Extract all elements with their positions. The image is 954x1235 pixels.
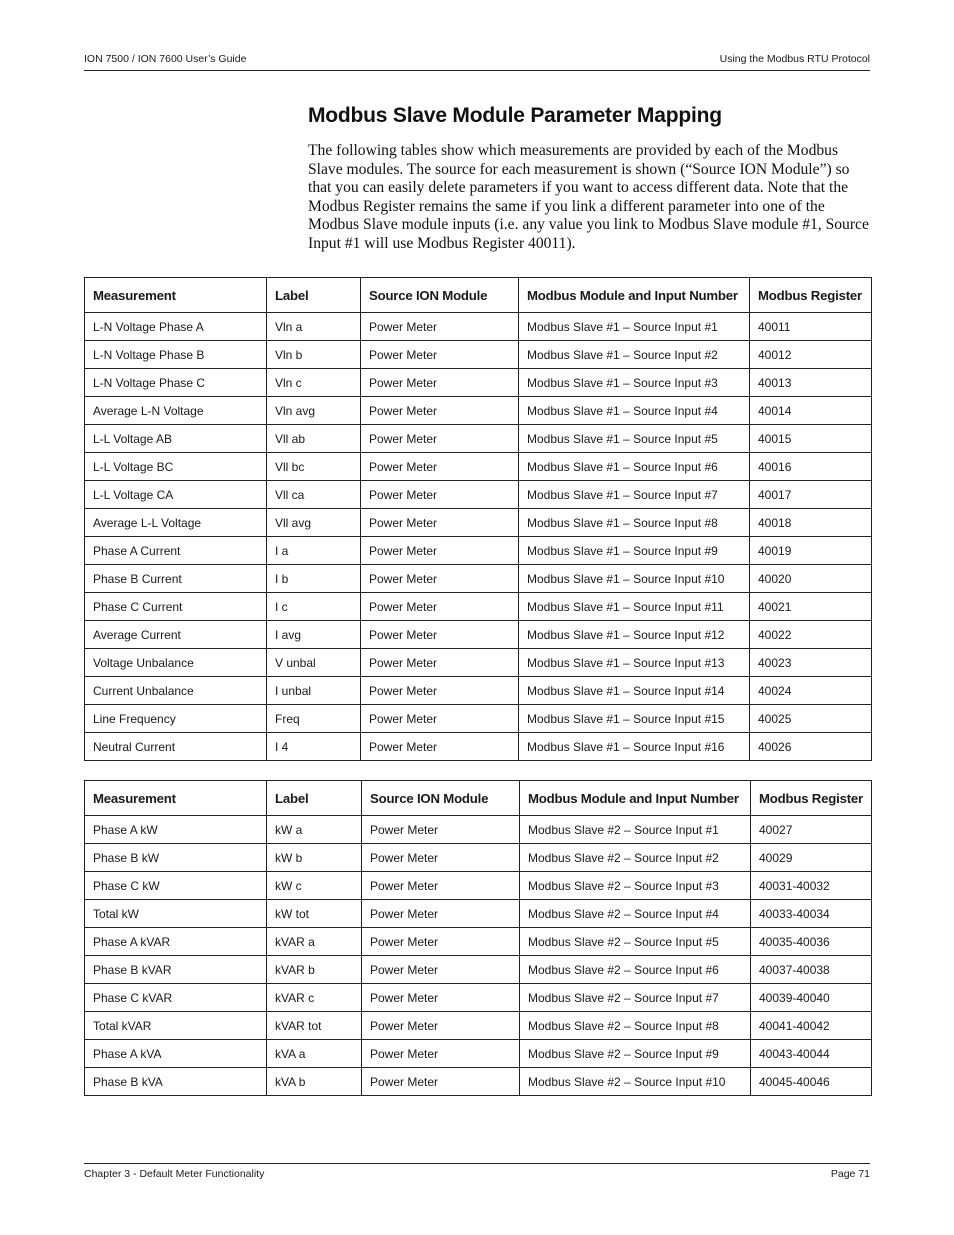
cell-measurement: Neutral Current [85, 733, 267, 761]
cell-label: I b [267, 565, 361, 593]
cell-source-module: Power Meter [361, 425, 519, 453]
cell-modbus-input: Modbus Slave #1 – Source Input #8 [519, 509, 750, 537]
column-header-source-module: Source ION Module [361, 278, 519, 313]
cell-source-module: Power Meter [362, 844, 520, 872]
table-row [85, 1012, 872, 1040]
cell-modbus-input: Modbus Slave #2 – Source Input #10 [520, 1068, 751, 1096]
cell-modbus-register: 40033-40034 [751, 900, 872, 928]
cell-label: I a [267, 537, 361, 565]
cell-modbus-input: Modbus Slave #2 – Source Input #9 [520, 1040, 751, 1068]
cell-modbus-register: 40035-40036 [751, 928, 872, 956]
cell-modbus-register: 40014 [750, 397, 872, 425]
cell-modbus-register: 40023 [750, 649, 872, 677]
cell-modbus-input: Modbus Slave #1 – Source Input #11 [519, 593, 750, 621]
cell-measurement: Phase B kVA [85, 1068, 267, 1096]
cell-label: kW b [267, 844, 362, 872]
cell-modbus-input: Modbus Slave #1 – Source Input #5 [519, 425, 750, 453]
page-header [84, 52, 870, 71]
table-row [85, 341, 872, 369]
cell-modbus-input: Modbus Slave #1 – Source Input #4 [519, 397, 750, 425]
table-row [85, 565, 872, 593]
column-header-label: Label [267, 781, 362, 816]
cell-measurement: Total kW [85, 900, 267, 928]
cell-modbus-register: 40029 [751, 844, 872, 872]
modbus-slave-1-table [84, 277, 872, 761]
cell-source-module: Power Meter [362, 1012, 520, 1040]
cell-measurement: Voltage Unbalance [85, 649, 267, 677]
footer-chapter: Chapter 3 - Default Meter Functionality [84, 1168, 265, 1180]
table-row [85, 649, 872, 677]
cell-modbus-register: 40024 [750, 677, 872, 705]
table-row [85, 537, 872, 565]
cell-source-module: Power Meter [362, 1040, 520, 1068]
column-header-modbus-register: Modbus Register [751, 781, 872, 816]
cell-measurement: Phase C Current [85, 593, 267, 621]
cell-label: kVAR c [267, 984, 362, 1012]
cell-source-module: Power Meter [361, 733, 519, 761]
cell-modbus-input: Modbus Slave #1 – Source Input #2 [519, 341, 750, 369]
cell-label: Vll ab [267, 425, 361, 453]
cell-modbus-register: 40017 [750, 481, 872, 509]
cell-source-module: Power Meter [361, 397, 519, 425]
column-header-modbus-input: Modbus Module and Input Number [519, 278, 750, 313]
cell-modbus-input: Modbus Slave #1 – Source Input #9 [519, 537, 750, 565]
cell-modbus-input: Modbus Slave #2 – Source Input #3 [520, 872, 751, 900]
cell-modbus-register: 40011 [750, 313, 872, 341]
cell-modbus-register: 40021 [750, 593, 872, 621]
cell-modbus-input: Modbus Slave #1 – Source Input #12 [519, 621, 750, 649]
cell-measurement: Average Current [85, 621, 267, 649]
column-header-measurement: Measurement [85, 278, 267, 313]
table-row [85, 509, 872, 537]
cell-modbus-register: 40027 [751, 816, 872, 844]
cell-modbus-input: Modbus Slave #1 – Source Input #3 [519, 369, 750, 397]
cell-modbus-register: 40031-40032 [751, 872, 872, 900]
cell-measurement: Current Unbalance [85, 677, 267, 705]
cell-modbus-register: 40019 [750, 537, 872, 565]
cell-modbus-register: 40041-40042 [751, 1012, 872, 1040]
column-header-modbus-register: Modbus Register [750, 278, 872, 313]
cell-modbus-register: 40037-40038 [751, 956, 872, 984]
cell-label: kVA a [267, 1040, 362, 1068]
cell-modbus-input: Modbus Slave #1 – Source Input #1 [519, 313, 750, 341]
cell-source-module: Power Meter [361, 677, 519, 705]
cell-source-module: Power Meter [362, 872, 520, 900]
cell-source-module: Power Meter [361, 341, 519, 369]
intro-paragraph: The following tables show which measurements are provided by each of the Modbus Slave modules. The source for each measurement is shown (“Source ION Module”) so that you can easily delete parameters if you want to access different data. Note that the Modbus Register remains the same if you link a different parameter into one of the Modbus Slave module inputs (i.e. any value you link to Modbus Slave module #1, Source Input #1 will use Modbus Register 40011). [308, 142, 869, 252]
table-row [85, 1040, 872, 1068]
cell-modbus-register: 40020 [750, 565, 872, 593]
cell-source-module: Power Meter [362, 928, 520, 956]
cell-source-module: Power Meter [362, 900, 520, 928]
cell-source-module: Power Meter [361, 565, 519, 593]
table-row [85, 872, 872, 900]
cell-modbus-register: 40043-40044 [751, 1040, 872, 1068]
column-header-measurement: Measurement [85, 781, 267, 816]
cell-label: kVAR b [267, 956, 362, 984]
cell-measurement: Phase A Current [85, 537, 267, 565]
table-row [85, 593, 872, 621]
cell-source-module: Power Meter [362, 984, 520, 1012]
cell-modbus-register: 40045-40046 [751, 1068, 872, 1096]
cell-label: I unbal [267, 677, 361, 705]
cell-source-module: Power Meter [361, 621, 519, 649]
cell-modbus-input: Modbus Slave #2 – Source Input #1 [520, 816, 751, 844]
cell-measurement: Phase B kVAR [85, 956, 267, 984]
cell-source-module: Power Meter [361, 481, 519, 509]
table-row [85, 1068, 872, 1096]
cell-label: I 4 [267, 733, 361, 761]
page-title: Modbus Slave Module Parameter Mapping [308, 104, 722, 127]
cell-measurement: L-L Voltage BC [85, 453, 267, 481]
cell-measurement: Average L-N Voltage [85, 397, 267, 425]
cell-label: kW a [267, 816, 362, 844]
cell-measurement: Phase A kVA [85, 1040, 267, 1068]
table-row [85, 369, 872, 397]
cell-measurement: L-N Voltage Phase A [85, 313, 267, 341]
table-row [85, 816, 872, 844]
cell-measurement: Phase B kW [85, 844, 267, 872]
cell-modbus-register: 40018 [750, 509, 872, 537]
cell-source-module: Power Meter [361, 593, 519, 621]
cell-label: Vll bc [267, 453, 361, 481]
cell-measurement: Total kVAR [85, 1012, 267, 1040]
cell-label: V unbal [267, 649, 361, 677]
cell-label: Vll ca [267, 481, 361, 509]
cell-source-module: Power Meter [362, 956, 520, 984]
cell-modbus-input: Modbus Slave #1 – Source Input #15 [519, 705, 750, 733]
table-row [85, 397, 872, 425]
table-row [85, 621, 872, 649]
cell-source-module: Power Meter [361, 537, 519, 565]
modbus-slave-2-table [84, 780, 872, 1096]
cell-label: kVA b [267, 1068, 362, 1096]
cell-label: kW c [267, 872, 362, 900]
cell-label: kW tot [267, 900, 362, 928]
cell-measurement: L-N Voltage Phase B [85, 341, 267, 369]
cell-modbus-input: Modbus Slave #1 – Source Input #6 [519, 453, 750, 481]
page-footer [84, 1163, 870, 1184]
cell-label: Vln b [267, 341, 361, 369]
table-row [85, 928, 872, 956]
column-header-modbus-input: Modbus Module and Input Number [520, 781, 751, 816]
column-header-label: Label [267, 278, 361, 313]
cell-label: Freq [267, 705, 361, 733]
cell-modbus-register: 40013 [750, 369, 872, 397]
footer-page-number: Page 71 [830, 1168, 870, 1180]
cell-label: kVAR a [267, 928, 362, 956]
cell-label: kVAR tot [267, 1012, 362, 1040]
cell-source-module: Power Meter [362, 1068, 520, 1096]
cell-source-module: Power Meter [361, 649, 519, 677]
cell-modbus-input: Modbus Slave #2 – Source Input #5 [520, 928, 751, 956]
cell-modbus-register: 40012 [750, 341, 872, 369]
cell-source-module: Power Meter [361, 453, 519, 481]
cell-modbus-input: Modbus Slave #1 – Source Input #10 [519, 565, 750, 593]
cell-measurement: Phase C kW [85, 872, 267, 900]
cell-source-module: Power Meter [361, 313, 519, 341]
table-row [85, 984, 872, 1012]
table-row [85, 453, 872, 481]
cell-source-module: Power Meter [362, 816, 520, 844]
cell-modbus-input: Modbus Slave #2 – Source Input #8 [520, 1012, 751, 1040]
cell-modbus-register: 40015 [750, 425, 872, 453]
cell-label: Vln c [267, 369, 361, 397]
cell-modbus-input: Modbus Slave #1 – Source Input #7 [519, 481, 750, 509]
cell-label: I c [267, 593, 361, 621]
cell-modbus-input: Modbus Slave #1 – Source Input #16 [519, 733, 750, 761]
cell-measurement: Phase A kVAR [85, 928, 267, 956]
header-section-title: Using the Modbus RTU Protocol [719, 53, 870, 65]
cell-modbus-input: Modbus Slave #2 – Source Input #2 [520, 844, 751, 872]
cell-modbus-input: Modbus Slave #2 – Source Input #7 [520, 984, 751, 1012]
cell-label: Vln a [267, 313, 361, 341]
cell-modbus-register: 40016 [750, 453, 872, 481]
cell-label: I avg [267, 621, 361, 649]
cell-modbus-input: Modbus Slave #2 – Source Input #4 [520, 900, 751, 928]
table-row [85, 844, 872, 872]
table-row [85, 313, 872, 341]
table-row [85, 705, 872, 733]
cell-measurement: Phase A kW [85, 816, 267, 844]
cell-modbus-input: Modbus Slave #2 – Source Input #6 [520, 956, 751, 984]
cell-modbus-register: 40025 [750, 705, 872, 733]
table-row [85, 900, 872, 928]
table-row [85, 677, 872, 705]
cell-measurement: L-N Voltage Phase C [85, 369, 267, 397]
cell-measurement: Average L-L Voltage [85, 509, 267, 537]
table-row [85, 956, 872, 984]
cell-source-module: Power Meter [361, 369, 519, 397]
table-header-row [85, 278, 872, 313]
cell-measurement: Phase B Current [85, 565, 267, 593]
table-header-row [85, 781, 872, 816]
cell-source-module: Power Meter [361, 509, 519, 537]
table-row [85, 733, 872, 761]
cell-modbus-register: 40026 [750, 733, 872, 761]
cell-measurement: L-L Voltage AB [85, 425, 267, 453]
cell-label: Vln avg [267, 397, 361, 425]
cell-modbus-input: Modbus Slave #1 – Source Input #13 [519, 649, 750, 677]
cell-measurement: L-L Voltage CA [85, 481, 267, 509]
table-row [85, 425, 872, 453]
cell-modbus-input: Modbus Slave #1 – Source Input #14 [519, 677, 750, 705]
cell-modbus-register: 40022 [750, 621, 872, 649]
cell-measurement: Line Frequency [85, 705, 267, 733]
cell-label: Vll avg [267, 509, 361, 537]
cell-source-module: Power Meter [361, 705, 519, 733]
cell-modbus-register: 40039-40040 [751, 984, 872, 1012]
table-row [85, 481, 872, 509]
column-header-source-module: Source ION Module [362, 781, 520, 816]
cell-measurement: Phase C kVAR [85, 984, 267, 1012]
header-guide-title: ION 7500 / ION 7600 User’s Guide [84, 53, 247, 65]
